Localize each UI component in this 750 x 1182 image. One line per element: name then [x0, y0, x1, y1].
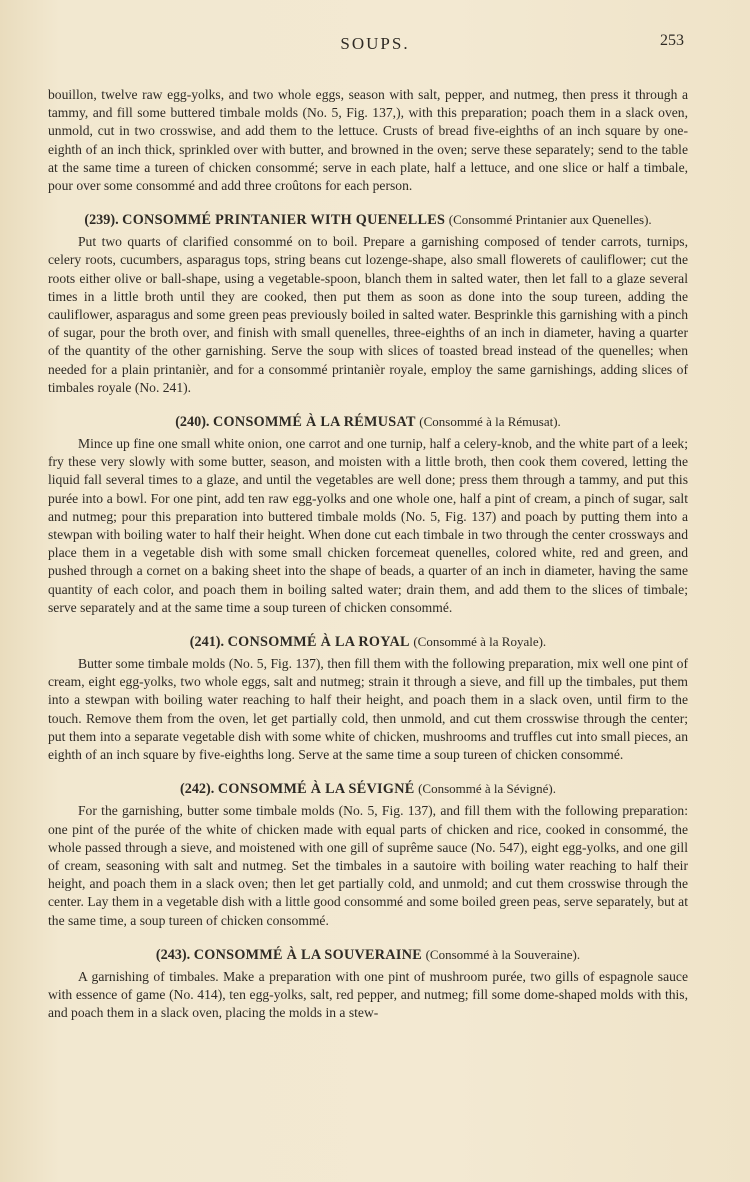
recipe-title: CONSOMMÉ À LA ROYAL [227, 634, 410, 651]
recipe-french-title: (Consommé à la Rémusat). [419, 414, 561, 430]
recipe-text: Put two quarts of clarified consommé on to boil. Prepare a garnishing composed of tender carrots, turnips, celery roots, cucumbers, asparagus tops, string beans cut lozenge-shape, also small flowerets of cauliflower; cut the roots either olive or ball-shape, using a vegetable-spoon, blanch them in salted water, then let fall to a glaze several times in a little broth until they are cooked, then put them as soon as done into the soup tureen, adding the cauliflower, asparagus and some green peas previously boiled in salted water. Besprinkle this garnishing with a pinch of sugar, pour the broth over, and finish with small quenelles, three-eighths of an inch in diameter, having a quarter of the quantity of the other garnishing. Serve the soup with slices of toasted bread instead of the quenelles; when needed for a plain printanièr, and for a consommé printanièr royale, employ the same garnishings, adding slices of timbales royale (No. 241). [48, 234, 688, 395]
recipe-section [48, 413, 688, 617]
recipe-text: Mince up fine one small white onion, one carrot and one turnip, half a celery-knob, and the white part of a leek; fry these very slowly with some butter, season, and moisten with a little broth, then cook them covered, letting the liquid fall several times to a glaze, and until the vegetables are well done; press them through a tammy, and put this purée into a bowl. For one pint, add ten raw egg-yolks and one whole one, half a pint of cream, a pinch of sugar, salt and nutmeg; pour this preparation into buttered timbale molds (No. 5, Fig. 137) and poach by putting them into a stewpan with boiling water to half their height. When done cut each timbale in two through the center crossways and place them in a vegetable dish with some small chicken forcemeat quenelles, colored white, red and green, and pushed through a cornet on a baking sheet into the shape of beads, a quarter of an inch in diameter, having the same quantity of each color, and poach them in boiling salted water; drain them, and add them to the slices of timbale; serve separately and at the same time a soup tureen of chicken consommé. [48, 436, 688, 615]
recipe-title: CONSOMMÉ PRINTANIER WITH QUENELLES [122, 212, 446, 229]
recipe-section [48, 633, 688, 764]
recipe-section [48, 211, 688, 397]
recipe-heading [48, 211, 688, 229]
recipe-title: CONSOMMÉ À LA RÉMUSAT [213, 414, 416, 431]
recipe-title: CONSOMMÉ À LA SÉVIGNÉ [217, 781, 415, 798]
recipe-heading [48, 780, 688, 798]
recipe-heading [48, 633, 688, 651]
recipe-number: (242). [180, 781, 215, 798]
recipe-heading [48, 413, 688, 431]
recipe-french-title: (Consommé à la Sévigné). [418, 781, 556, 797]
recipe-number: (243). [155, 946, 191, 963]
running-head: SOUPS. [340, 34, 410, 53]
recipe-french-title: (Consommé à la Souveraine). [425, 946, 581, 962]
recipe-number: (239). [84, 212, 119, 229]
recipe-number: (241). [189, 634, 225, 651]
recipe-section [48, 780, 688, 929]
recipe-text: For the garnishing, butter some timbale molds (No. 5, Fig. 137), and fill them with the following preparation: one pint of the purée of the white of chicken made with equal parts of chicken and rice, cooked in consommé, the whole passed through a sieve, and moistened with one gill of suprême sauce (No. 547), eight egg-yolks, and one gill of cream, seasoning with salt and nutmeg. Set the timbales in a sautoire with boiling water reaching to half their height, and poach them in a slack oven; then let get partially cold, and unmold; and cut them crosswise through the center. Lay them in a vegetable dish with a little good consommé and some boiled green peas, serve separately, but at the same time, a soup tureen of chicken consommé. [48, 803, 688, 928]
page-number: 253 [660, 32, 684, 49]
recipe-heading [48, 946, 688, 964]
recipe-french-title: (Consommé Printanier aux Quenelles). [448, 212, 652, 228]
recipe-text: A garnishing of timbales. Make a preparation with one pint of mushroom purée, two gills of espagnole sauce with essence of game (No. 414), ten egg-yolks, salt, red pepper, and nutmeg; fill some dome-shaped molds with this, and poach them in a slack oven, placing the molds in a stew- [48, 968, 688, 1021]
recipe-number: (240). [175, 414, 210, 431]
intro-paragraph: bouillon, twelve raw egg-yolks, and two whole eggs, season with salt, pepper, and nutmeg, then press it through a tammy, and fill some buttered timbale molds (No. 5, Fig. 137,), with this preparation; poach them in a slack oven, unmold, cut in two crosswise, and add them to the lettuce. Crusts of bread five-eighths of an inch square by one-eighth of an inch thick, sprinkled over with butter, and browned in the oven; serve these separately; send to the table at the same time a tureen of chicken consommé; serve in each plate, half a lettuce, and one slice or half a timbale, pour over some consommé and add three croûtons for each person. [48, 87, 688, 194]
recipe-title: CONSOMMÉ À LA SOUVERAINE [193, 946, 423, 963]
page-body [48, 86, 688, 1022]
recipe-text: Butter some timbale molds (No. 5, Fig. 137), then fill them with the following preparation, mix well one pint of cream, eight egg-yolks, two whole eggs, salt and nutmeg; strain it through a sieve, and fill up the timbales, put them into a stewpan with boiling water reaching to half their height, and poach them in a slack oven, until firm to the touch. Remove them from the oven, let get partially cold, then unmold, and cut them crosswise through the center; put them into a separate vegetable dish with some white of chicken, mushrooms and truffles cut into small pieces, an eighth of an inch square by five-eighths long. Serve at the same time a soup tureen of chicken consommé. [48, 656, 688, 763]
recipe-section [48, 946, 688, 1023]
recipe-french-title: (Consommé à la Royale). [413, 634, 547, 650]
